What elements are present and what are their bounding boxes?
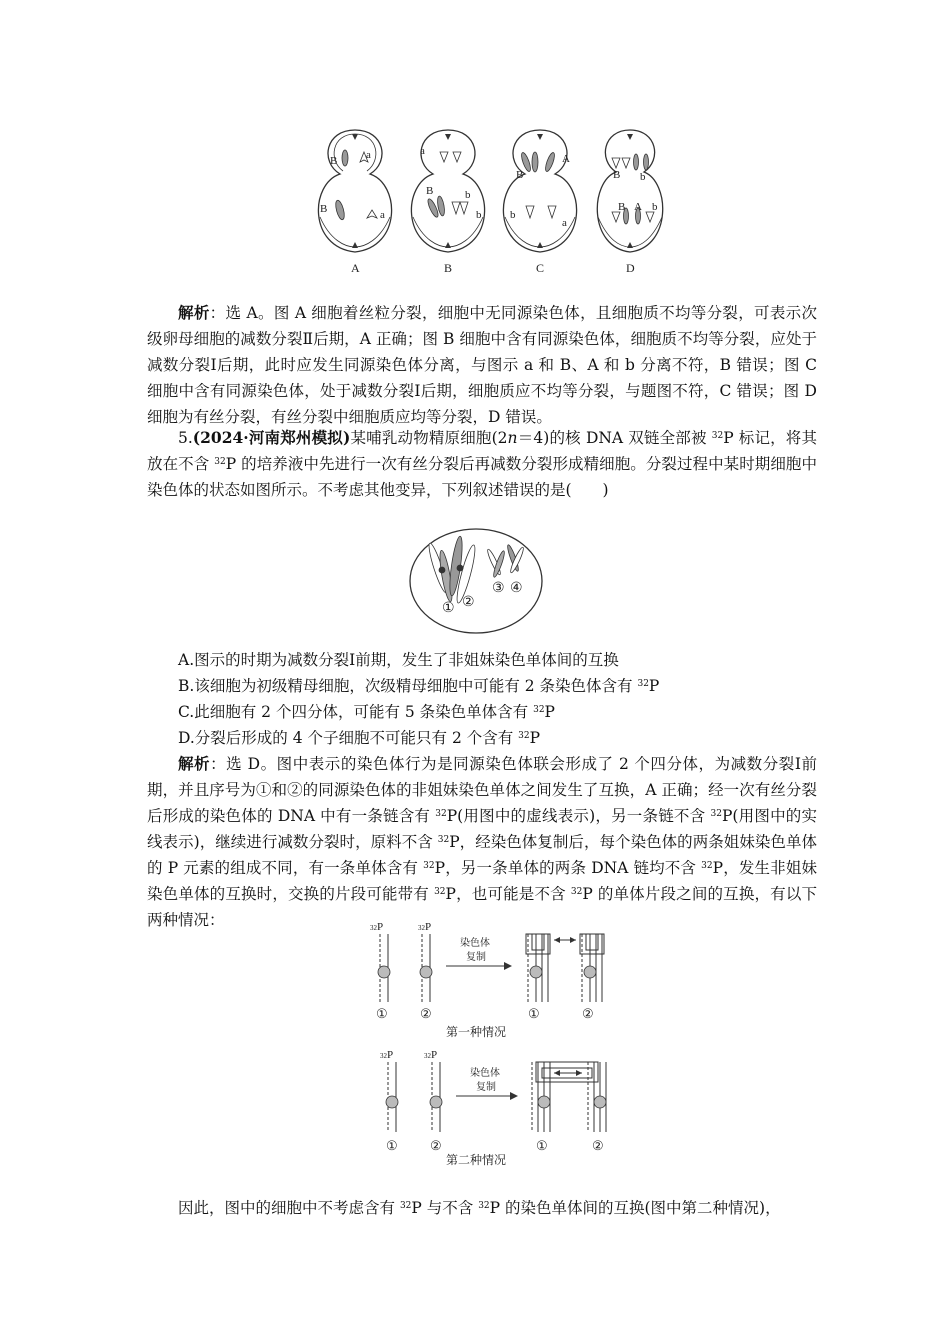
question-5 <box>147 425 817 503</box>
svg-text:①: ① <box>376 1006 388 1021</box>
analysis-lead: 解析 <box>178 754 211 773</box>
svg-text:①: ① <box>386 1138 398 1153</box>
sup: 32 <box>214 457 226 467</box>
sup: 32 <box>711 431 724 441</box>
q5-text-1: 某哺乳动物精原细胞(2 <box>350 429 508 447</box>
tetrad-cell-figure <box>406 526 546 636</box>
gene-label: B <box>320 203 328 215</box>
gene-label: A <box>634 201 642 213</box>
gene-label: a <box>380 209 385 221</box>
option-a: A.图示的时期为减数分裂Ⅰ前期，发生了非姐妹染色单体间的互换 <box>178 651 619 669</box>
chromosome-label-4: ④ <box>510 581 523 596</box>
svg-text:②: ② <box>430 1138 442 1153</box>
svg-text:复制: 复制 <box>466 952 486 963</box>
chromosome-label-3: ③ <box>492 581 505 596</box>
svg-text:①: ① <box>528 1006 540 1021</box>
analysis-q4 <box>147 300 817 430</box>
gene-label: B <box>516 169 524 181</box>
svg-text:②: ② <box>420 1006 432 1021</box>
q5-text-4: P 的培养液中先进行一次有丝分裂后再减数分裂形成精细胞。分裂过程中某时期细胞中染色体的状态如图所示。不考虑其他变异，下列叙述错误的是( ) <box>147 455 818 499</box>
svg-text:染色体: 染色体 <box>470 1068 500 1079</box>
gene-label: b <box>476 209 482 221</box>
sup: 32 <box>637 679 649 689</box>
gene-label: b <box>652 201 658 213</box>
cell-d <box>597 130 662 252</box>
cell-label-a: A <box>351 261 360 275</box>
gene-label: B <box>618 201 626 213</box>
chromosome-label-1: ① <box>442 601 455 616</box>
gene-label: B <box>613 169 621 181</box>
svg-text:32P: 32P <box>380 1049 394 1061</box>
gene-label: b <box>510 209 516 221</box>
gene-label: A <box>562 153 570 165</box>
sup: 32 <box>533 705 545 715</box>
svg-text:②: ② <box>592 1138 604 1153</box>
svg-text:染色体: 染色体 <box>460 938 490 949</box>
q5-text-3: P 标记，将其放在不含 <box>147 429 817 473</box>
cell-label-c: C <box>536 261 545 275</box>
cell-a <box>318 130 391 252</box>
analysis-text: ：选 A。图 A 细胞着丝粒分裂，细胞中无同源染色体，且细胞质不均等分裂，可表示次级卵母细胞的减数分裂Ⅱ后期，A 正确；图 B 细胞中含有同源染色体，细胞质不均等分裂，应处于减数分裂Ⅰ后期，此时应发生同源染色体分离，与图示 a 和 B、A 和 b 分离不符，B 错误；图 C 细胞中含有同源染色体，处于减数分裂Ⅰ后期，细胞质应不均等分裂，与题图不符，C 错误；图 D 细胞为有丝分裂，有丝分裂中细胞质应均等分裂，D 错误。 <box>147 304 817 426</box>
exchange-case-1-diagram <box>366 920 626 1040</box>
gene-label: a <box>562 217 567 229</box>
svg-text:第一种情况: 第一种情况 <box>446 1025 507 1039</box>
cell-label-d: D <box>626 261 635 275</box>
exchange-case-2-diagram <box>376 1046 636 1168</box>
svg-text:32P: 32P <box>424 1049 438 1061</box>
q5-text-2: ＝4)的核 DNA 双链全部被 <box>517 429 712 447</box>
gene-label: B <box>330 155 338 167</box>
svg-text:复制: 复制 <box>476 1082 496 1093</box>
sup: 32 <box>518 731 530 741</box>
cell-label-b: B <box>444 261 453 275</box>
svg-text:①: ① <box>536 1138 548 1153</box>
analysis-lead: 解析 <box>178 303 210 322</box>
gene-label: b <box>465 189 471 201</box>
svg-text:32P: 32P <box>370 921 384 933</box>
gene-label: b <box>640 171 646 183</box>
analysis-q5: 解析：选 D。图中表示的染色体行为是同源染色体联会形成了 2 个四分体，为减数分裂Ⅰ前期，并且序号为①和②的同源染色体的非姐妹染色单体之间发生了互换，A 正确；经一次有丝分裂后形成的染色体的 DNA 中有一条链含有 $^{32}$P(用图中的虚线表示)，另一条链不含 $^{32}$P(用图中的实线表示)，继续进行减数分裂时，原料不含 $^{32}$P，经染色体复制后，每个染色体的两条姐妹染色单体的 P 元素的组成不同，有一条单体含有 $^{32}$P，另一条单体的两条 DNA 链均不含 $^{32}$P，发生非姐妹染色单体的互换时，交换的片段可能带有 $^{32}$P，也可能是不含 $^{32}$P 的单体片段之间的互换，有以下两种情况： <box>147 754 817 929</box>
gene-label: a <box>420 145 425 157</box>
chromosome-label-2: ② <box>462 595 475 610</box>
question-number: 5. <box>178 429 193 447</box>
option-c: C.此细胞有 2 个四分体，可能有 5 条染色单体含有 $^{32}$P <box>178 703 555 721</box>
svg-text:②: ② <box>582 1006 594 1021</box>
option-b: B.该细胞为初级精母细胞，次级精母细胞中可能有 2 条染色体含有 $^{32}$P <box>178 677 660 695</box>
option-d: D.分裂后形成的 4 个子细胞不可能只有 2 个含有 $^{32}$P <box>178 729 541 747</box>
cell-c <box>503 130 576 252</box>
gene-label: B <box>426 185 434 197</box>
svg-text:第二种情况: 第二种情况 <box>446 1153 507 1167</box>
conclusion-line: 因此，图中的细胞中不考虑含有 $^{32}$P 与不含 $^{32}$P 的染色单体间的互换(图中第二种情况)， <box>178 1199 781 1217</box>
question-source: (2024·河南郑州模拟) <box>192 428 351 447</box>
q5-n: n <box>507 429 518 447</box>
cell-division-figure <box>300 122 670 282</box>
svg-text:32P: 32P <box>418 921 432 933</box>
gene-label: a <box>366 149 371 161</box>
